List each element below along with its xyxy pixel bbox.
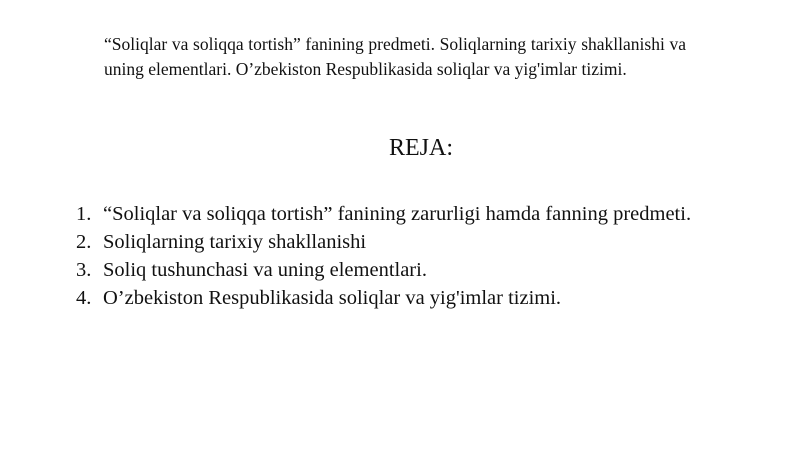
plan-heading: REJA:: [388, 135, 453, 161]
plan-item-1: [76, 200, 716, 228]
plan-item-4: [76, 284, 716, 312]
plan-item-text: O’zbekiston Respublikasida soliqlar va yig'imlar tizimi.: [103, 287, 562, 309]
plan-list: [76, 200, 716, 312]
plan-item-number: 3.: [76, 259, 92, 281]
plan-item-text: “Soliqlar va soliqqa tortish” fanining zarurligi hamda fanning predmeti.: [103, 203, 692, 225]
plan-item-3: [76, 256, 716, 284]
plan-item-text: Soliq tushunchasi va uning elementlari.: [103, 259, 427, 281]
plan-item-number: 1.: [76, 203, 92, 225]
plan-item-number: 2.: [76, 231, 92, 253]
plan-item-text: Soliqlarning tarixiy shakllanishi: [103, 231, 367, 253]
topic-paragraph: “Soliqlar va soliqqa tortish” fanining predmeti. Soliqlarning tarixiy shakllanishi va uning elementlari. O’zbekiston Respublikasida soliqlar va yig'imlar tizimi.: [104, 34, 686, 79]
plan-item-number: 4.: [76, 287, 92, 309]
plan-item-2: [76, 228, 716, 256]
